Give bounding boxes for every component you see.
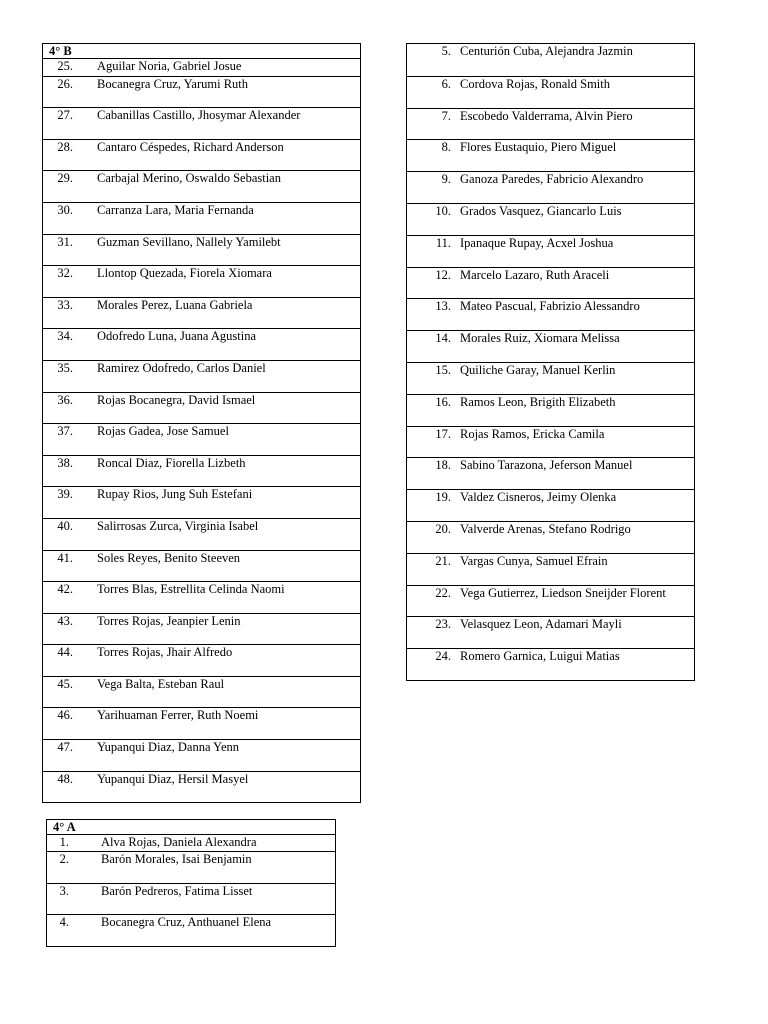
student-name: Sabino Tarazona, Jeferson Manuel	[460, 458, 633, 473]
student-name: Bocanegra Cruz, Yarumi Ruth	[97, 76, 249, 91]
row-number: 22.	[435, 585, 451, 600]
student-name: Marcelo Lazaro, Ruth Araceli	[460, 267, 610, 282]
row-number: 42.	[57, 582, 73, 597]
table-row	[407, 76, 694, 108]
table-row	[43, 328, 360, 360]
student-name: Flores Eustaquio, Piero Miguel	[460, 140, 617, 155]
student-name: Rojas Gadea, Jose Samuel	[97, 424, 229, 439]
student-name: Escobedo Valderrama, Alvin Piero	[460, 108, 633, 123]
row-number: 34.	[57, 329, 73, 344]
row-number: 32.	[57, 266, 73, 281]
table-row	[43, 771, 360, 803]
student-name: Morales Ruiz, Xiomara Melissa	[460, 331, 620, 346]
table-row	[407, 362, 694, 394]
row-number: 39.	[57, 487, 73, 502]
row-number: 3.	[59, 883, 69, 898]
student-name: Aguilar Noria, Gabriel Josue	[97, 59, 242, 73]
table-row	[407, 44, 694, 76]
table-row	[407, 426, 694, 458]
student-list-4b	[42, 58, 361, 803]
table-row	[407, 521, 694, 553]
table-row	[47, 835, 335, 851]
table-row	[47, 883, 335, 915]
row-number: 47.	[57, 740, 73, 755]
table-row	[43, 59, 360, 76]
row-number: 33.	[57, 297, 73, 312]
table-row	[407, 394, 694, 426]
table-row	[407, 553, 694, 585]
student-name: Roncal Diaz, Fiorella Lizbeth	[97, 455, 246, 470]
table-row	[43, 581, 360, 613]
row-number: 28.	[57, 139, 73, 154]
row-number: 7.	[441, 108, 451, 123]
row-number: 46.	[57, 708, 73, 723]
row-number: 9.	[441, 172, 451, 187]
student-table-4a	[46, 819, 336, 947]
student-name: Valdez Cisneros, Jeimy Olenka	[460, 490, 617, 505]
student-name: Mateo Pascual, Fabrizio Alessandro	[460, 299, 640, 314]
row-number: 41.	[57, 550, 73, 565]
table-row	[43, 265, 360, 297]
row-number: 24.	[435, 649, 451, 664]
table-row	[43, 739, 360, 771]
student-name: Ganoza Paredes, Fabricio Alexandro	[460, 172, 644, 187]
table-heading-4b: 4° B	[42, 43, 361, 58]
table-heading-4a: 4° A	[46, 819, 336, 834]
student-name: Carranza Lara, Maria Fernanda	[97, 202, 254, 217]
row-number: 27.	[57, 108, 73, 123]
row-number: 40.	[57, 518, 73, 533]
student-name: Bocanegra Cruz, Anthuanel Elena	[101, 915, 272, 930]
row-number: 48.	[57, 771, 73, 786]
student-name: Llontop Quezada, Fiorela Xiomara	[97, 266, 272, 281]
table-row	[43, 392, 360, 424]
student-name: Carbajal Merino, Oswaldo Sebastian	[97, 171, 281, 186]
row-number: 15.	[435, 362, 451, 377]
student-name: Guzman Sevillano, Nallely Yamilebt	[97, 234, 281, 249]
table-row	[43, 139, 360, 171]
table-row	[43, 107, 360, 139]
row-number: 10.	[435, 203, 451, 218]
student-list-4a	[46, 834, 336, 947]
table-row	[43, 613, 360, 645]
row-number: 21.	[435, 553, 451, 568]
table-row	[43, 676, 360, 708]
row-number: 36.	[57, 392, 73, 407]
student-name: Barón Pedreros, Fatima Lisset	[101, 883, 253, 898]
table-row	[47, 914, 335, 946]
row-number: 19.	[435, 490, 451, 505]
student-name: Salirrosas Zurca, Virginia Isabel	[97, 518, 259, 533]
table-row	[407, 648, 694, 680]
student-name: Ramos Leon, Brigith Elizabeth	[460, 394, 616, 409]
table-row	[407, 457, 694, 489]
row-number: 2.	[59, 852, 69, 866]
student-name: Vega Balta, Esteban Raul	[97, 676, 225, 691]
student-name: Grados Vasquez, Giancarlo Luis	[460, 203, 622, 218]
table-row	[407, 489, 694, 521]
student-table-right	[406, 43, 695, 681]
student-table-4b	[42, 43, 361, 803]
table-row	[43, 455, 360, 487]
student-name: Torres Blas, Estrellita Celinda Naomi	[97, 582, 285, 597]
student-name: Cordova Rojas, Ronald Smith	[460, 76, 610, 91]
row-number: 6.	[441, 76, 451, 91]
table-row	[43, 486, 360, 518]
row-number: 38.	[57, 455, 73, 470]
row-number: 18.	[435, 458, 451, 473]
table-row	[43, 234, 360, 266]
row-number: 16.	[435, 394, 451, 409]
student-name: Barón Morales, Isai Benjamin	[101, 852, 252, 866]
student-name: Romero Garnica, Luigui Matias	[460, 649, 620, 664]
row-number: 4.	[59, 915, 69, 930]
student-name: Quiliche Garay, Manuel Kerlin	[460, 362, 616, 377]
table-row	[407, 139, 694, 171]
student-name: Yupanqui Diaz, Danna Yenn	[97, 740, 239, 755]
student-name: Torres Rojas, Jhair Alfredo	[97, 645, 233, 660]
row-number: 1.	[59, 835, 69, 849]
row-number: 23.	[435, 617, 451, 632]
student-name: Rupay Rios, Jung Suh Estefani	[97, 487, 253, 502]
row-number: 29.	[57, 171, 73, 186]
student-name: Alva Rojas, Daniela Alexandra	[101, 835, 257, 849]
student-name: Cabanillas Castillo, Jhosymar Alexander	[97, 108, 301, 123]
student-name: Ipanaque Rupay, Acxel Joshua	[460, 235, 614, 250]
student-name: Yupanqui Diaz, Hersil Masyel	[97, 771, 249, 786]
row-number: 31.	[57, 234, 73, 249]
row-number: 20.	[435, 521, 451, 536]
table-row	[407, 616, 694, 648]
row-number: 45.	[57, 676, 73, 691]
table-row	[407, 203, 694, 235]
student-name: Centurión Cuba, Alejandra Jazmin	[460, 44, 633, 58]
table-row	[43, 707, 360, 739]
table-row	[43, 644, 360, 676]
row-number: 35.	[57, 360, 73, 375]
table-row	[407, 298, 694, 330]
row-number: 44.	[57, 645, 73, 660]
student-name: Yarihuaman Ferrer, Ruth Noemi	[97, 708, 259, 723]
student-name: Soles Reyes, Benito Steeven	[97, 550, 241, 565]
student-name: Velasquez Leon, Adamari Mayli	[460, 617, 622, 632]
student-name: Rojas Bocanegra, David Ismael	[97, 392, 256, 407]
row-number: 11.	[435, 235, 451, 250]
table-row	[43, 170, 360, 202]
table-row	[43, 297, 360, 329]
row-number: 26.	[57, 76, 73, 91]
row-number: 43.	[57, 613, 73, 628]
row-number: 37.	[57, 424, 73, 439]
table-row	[407, 235, 694, 267]
table-row	[407, 330, 694, 362]
table-row	[47, 851, 335, 883]
table-row	[407, 108, 694, 140]
table-row	[407, 585, 694, 617]
table-row	[43, 518, 360, 550]
student-name: Odofredo Luna, Juana Agustina	[97, 329, 256, 344]
student-name: Morales Perez, Luana Gabriela	[97, 297, 253, 312]
row-number: 5.	[441, 44, 451, 58]
row-number: 30.	[57, 202, 73, 217]
student-name: Torres Rojas, Jeanpier Lenin	[97, 613, 241, 628]
row-number: 17.	[435, 426, 451, 441]
table-row	[43, 360, 360, 392]
table-row	[43, 423, 360, 455]
row-number: 14.	[435, 331, 451, 346]
student-name: Vega Gutierrez, Liedson Sneijder Florent	[460, 585, 666, 600]
table-row	[43, 76, 360, 108]
table-row	[407, 171, 694, 203]
student-name: Rojas Ramos, Ericka Camila	[460, 426, 605, 441]
row-number: 8.	[441, 140, 451, 155]
student-name: Cantaro Céspedes, Richard Anderson	[97, 139, 284, 154]
table-row	[407, 267, 694, 299]
student-name: Vargas Cunya, Samuel Efrain	[460, 553, 608, 568]
table-row	[43, 202, 360, 234]
student-list-right	[406, 43, 695, 681]
row-number: 13.	[435, 299, 451, 314]
student-name: Ramirez Odofredo, Carlos Daniel	[97, 360, 266, 375]
table-row	[43, 550, 360, 582]
row-number: 25.	[57, 59, 73, 73]
student-name: Valverde Arenas, Stefano Rodrigo	[460, 521, 631, 536]
row-number: 12.	[435, 267, 451, 282]
